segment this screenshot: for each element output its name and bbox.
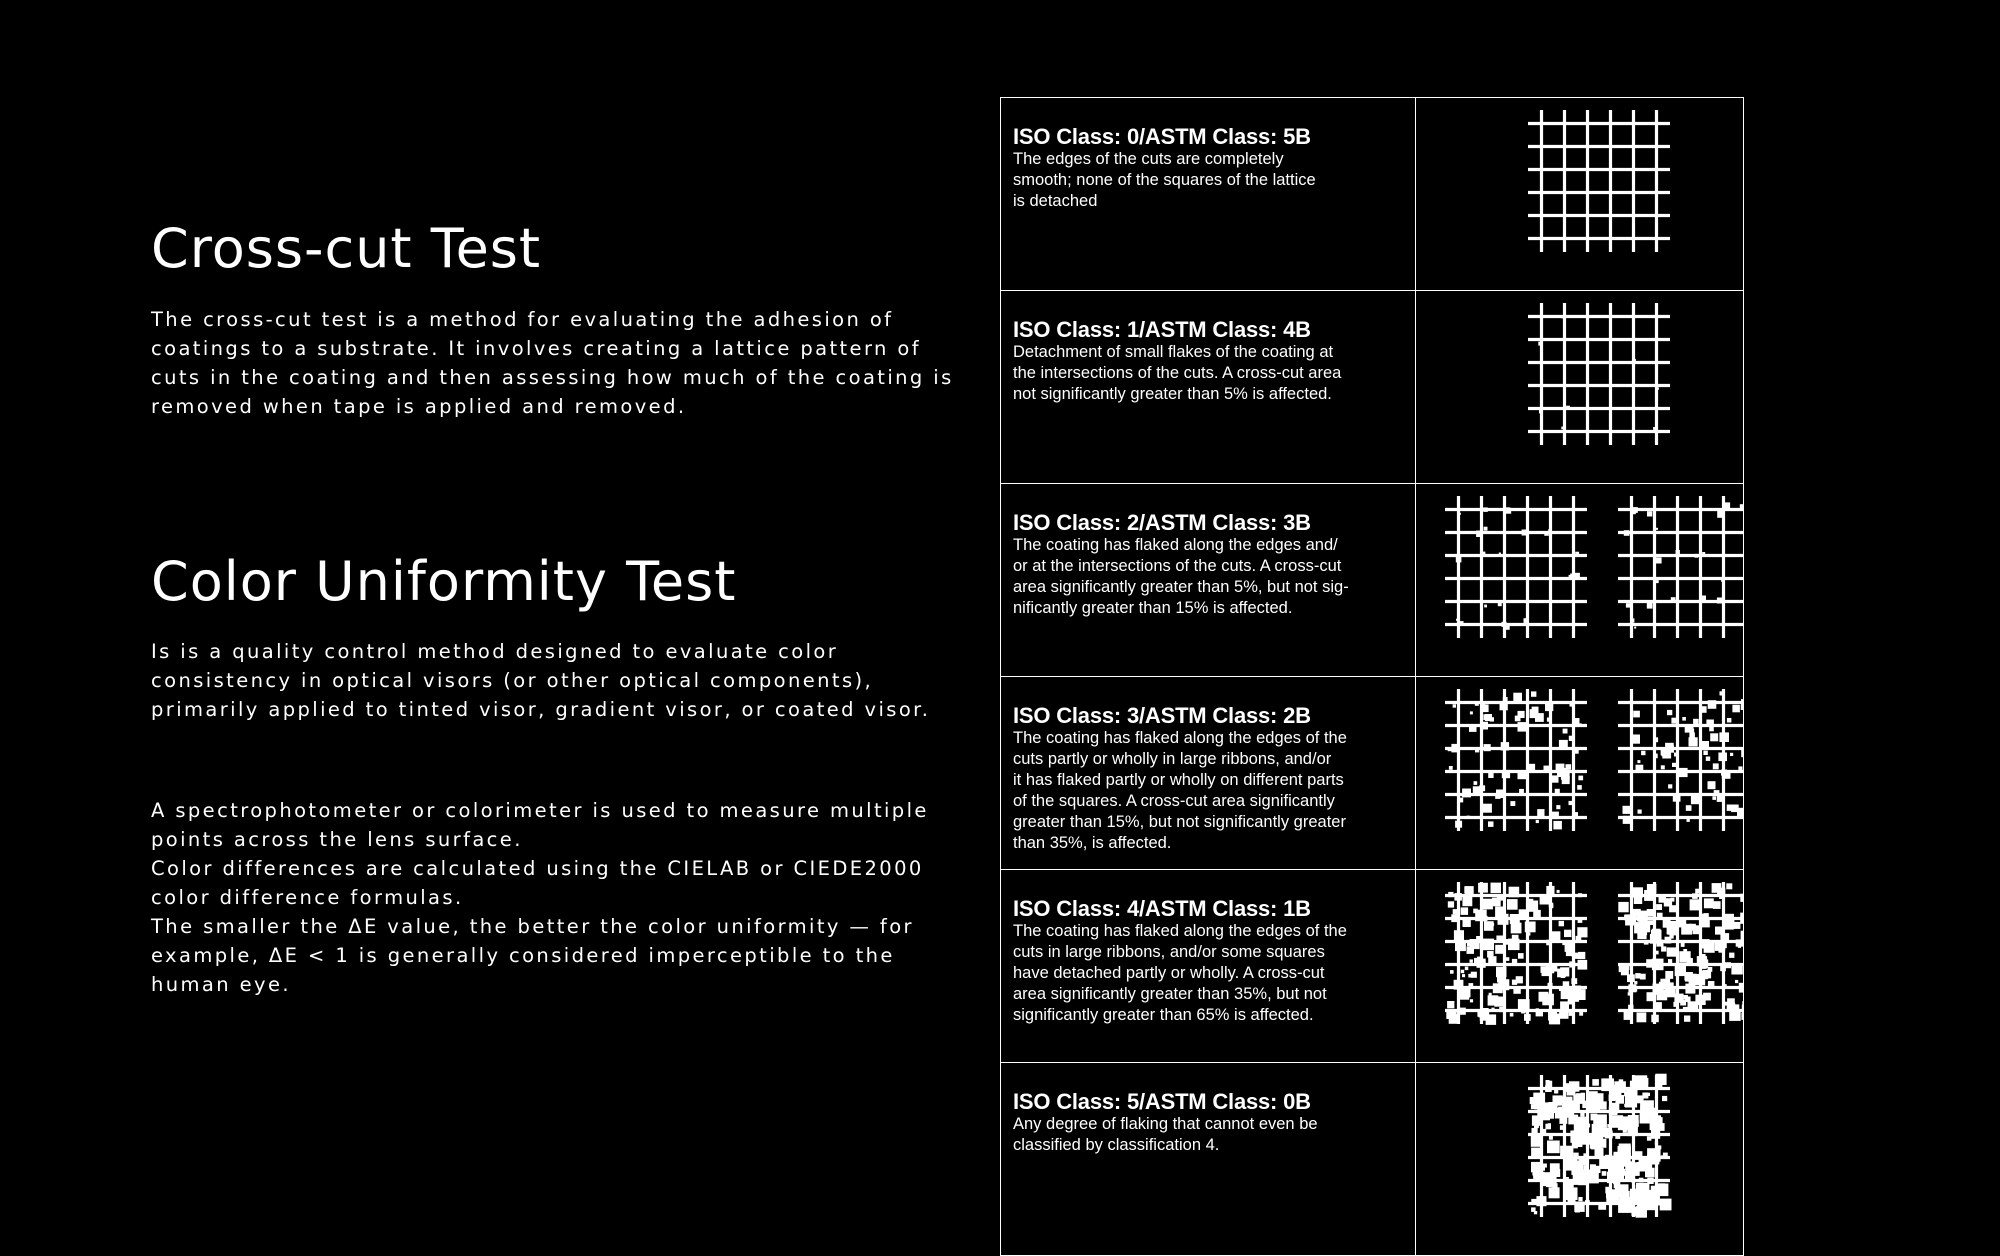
- flake-mark: [1470, 999, 1473, 1002]
- flake-mark: [1730, 753, 1733, 756]
- flake-mark: [1684, 1016, 1690, 1022]
- flake-mark: [1661, 946, 1666, 951]
- text-line: area significantly greater than 5%, but not sig-: [1013, 577, 1403, 598]
- flake-mark: [1656, 904, 1662, 910]
- flake-mark: [1470, 711, 1473, 714]
- flake-mark: [1484, 527, 1488, 531]
- flake-mark: [1703, 993, 1711, 1001]
- flake-mark: [1704, 898, 1714, 908]
- flake-mark: [1635, 973, 1640, 978]
- flake-mark: [1729, 953, 1734, 958]
- flake-mark: [1485, 714, 1492, 721]
- class-label: ISO Class: 2/ASTM Class: 3B: [1013, 511, 1403, 535]
- flake-mark: [1577, 927, 1587, 937]
- text-line: Color differences are calculated using the CIELAB or CIEDE2000: [151, 854, 941, 883]
- class-label: ISO Class: 0/ASTM Class: 5B: [1013, 125, 1403, 149]
- flake-mark: [1693, 719, 1699, 725]
- flake-mark: [1656, 528, 1658, 530]
- flake-mark: [1657, 990, 1668, 1001]
- flake-mark: [1557, 890, 1560, 893]
- flake-mark: [1626, 603, 1630, 607]
- flake-mark: [1691, 796, 1700, 805]
- text-line: Is is a quality control method designed to evaluate color: [151, 637, 941, 666]
- flake-mark: [1661, 765, 1665, 769]
- flake-mark: [1570, 1131, 1582, 1143]
- lattice-illustration: [1416, 291, 1744, 456]
- flake-mark: [1672, 763, 1676, 767]
- flake-mark: [1473, 909, 1478, 914]
- classification-row: [1001, 870, 1744, 1063]
- flake-mark: [1645, 1168, 1655, 1178]
- flake-mark: [1668, 784, 1672, 788]
- flake-mark: [1487, 951, 1494, 958]
- flake-mark: [1637, 760, 1640, 763]
- flake-mark: [1621, 967, 1629, 975]
- classification-text-cell: [1001, 484, 1416, 677]
- flake-mark: [1564, 930, 1571, 937]
- flake-mark: [1638, 810, 1642, 814]
- flake-mark: [1648, 920, 1653, 925]
- flake-mark: [1738, 945, 1741, 948]
- flake-mark: [1461, 970, 1465, 974]
- lattice: [1618, 882, 1744, 1024]
- flake-mark: [1665, 971, 1673, 979]
- flake-mark: [1575, 989, 1586, 1000]
- flake-mark: [1461, 907, 1469, 915]
- flake-mark: [1547, 1141, 1560, 1154]
- text-line: or at the intersections of the cuts. A cross-cut: [1013, 556, 1403, 577]
- text-line: removed when tape is applied and removed.: [151, 392, 941, 421]
- text-line: not significantly greater than 5% is affected.: [1013, 384, 1403, 405]
- class-description: [1013, 149, 1403, 212]
- lattice: [1445, 882, 1588, 1025]
- flake-mark: [1713, 901, 1721, 909]
- text-line: human eye.: [151, 970, 941, 999]
- text-line: Any degree of flaking that cannot even be: [1013, 1114, 1403, 1135]
- flake-mark: [1575, 1208, 1580, 1213]
- flake-mark: [1738, 766, 1742, 770]
- text-line: The smaller the ΔE value, the better the color uniformity — for: [151, 912, 941, 941]
- text-line: The coating has flaked along the edges of the: [1013, 728, 1403, 749]
- text-line: The coating has flaked along the edges and/: [1013, 535, 1403, 556]
- flake-mark: [1647, 1093, 1650, 1096]
- flake-mark: [1637, 1013, 1647, 1023]
- lattice-illustration: [1416, 677, 1744, 842]
- flake-mark: [1563, 729, 1568, 734]
- flake-mark: [1483, 804, 1492, 813]
- text-line: have detached partly or wholly. A cross-cut: [1013, 963, 1403, 984]
- flake-mark: [1531, 691, 1536, 696]
- flake-mark: [1510, 801, 1515, 806]
- lattice: [1528, 1074, 1672, 1218]
- flake-mark: [1550, 1163, 1560, 1173]
- flake-mark: [1546, 1081, 1553, 1088]
- text-line: points across the lens surface.: [151, 825, 941, 854]
- class-label: ISO Class: 4/ASTM Class: 1B: [1013, 897, 1403, 921]
- flake-mark: [1568, 1189, 1574, 1195]
- flake-mark: [1727, 805, 1733, 811]
- flake-mark: [1741, 1013, 1743, 1020]
- class-label: ISO Class: 5/ASTM Class: 0B: [1013, 1090, 1403, 1114]
- lattice-heavy-flaking-icon: [1416, 870, 1744, 1063]
- flake-mark: [1450, 970, 1454, 974]
- flake-mark: [1484, 605, 1487, 608]
- flake-mark: [1462, 974, 1465, 977]
- flake-mark: [1448, 901, 1454, 907]
- flake-mark: [1633, 711, 1640, 718]
- lattice-small-flakes-icon: [1416, 291, 1744, 484]
- flake-mark: [1662, 1096, 1667, 1101]
- lattice: [1618, 689, 1744, 831]
- color-uniformity-details: [151, 796, 941, 999]
- flake-mark: [1578, 1197, 1582, 1201]
- flake-mark: [1667, 947, 1676, 956]
- flake-mark: [1513, 693, 1522, 702]
- flake-mark: [1506, 957, 1510, 961]
- classification-table: [1000, 97, 1744, 1256]
- flake-mark: [1741, 705, 1744, 710]
- flake-mark: [1703, 751, 1707, 755]
- flake-mark: [1474, 781, 1478, 785]
- flake-mark: [1689, 737, 1698, 746]
- text-line: coatings to a substrate. It involves creating a lattice pattern of: [151, 334, 941, 363]
- lattice-intact-icon: [1416, 98, 1744, 291]
- flake-mark: [1495, 945, 1504, 954]
- flake-mark: [1667, 710, 1672, 715]
- flake-mark: [1449, 766, 1453, 770]
- flake-mark: [1656, 557, 1662, 563]
- text-line: it has flaked partly or wholly on different parts: [1013, 770, 1403, 791]
- lattice: [1618, 496, 1744, 638]
- flake-mark: [1462, 896, 1472, 906]
- flake-mark: [1484, 921, 1494, 931]
- flake-mark: [1465, 967, 1469, 971]
- flake-mark: [1706, 757, 1710, 761]
- text-line: cuts in large ribbons, and/or some squares: [1013, 942, 1403, 963]
- flake-mark: [1576, 1093, 1585, 1102]
- flake-mark: [1618, 902, 1628, 912]
- color-uniformity-title: Color Uniformity Test: [151, 555, 736, 609]
- flake-mark: [1623, 806, 1631, 814]
- lattice: [1445, 689, 1587, 831]
- text-line: significantly greater than 65% is affected.: [1013, 1005, 1403, 1026]
- flake-mark: [1682, 717, 1686, 721]
- classification-text-cell: [1001, 677, 1416, 870]
- flake-mark: [1615, 1095, 1624, 1104]
- flake-mark: [1515, 716, 1521, 722]
- flake-mark: [1560, 967, 1569, 976]
- flake-mark: [1708, 781, 1716, 789]
- flake-mark: [1636, 1183, 1649, 1196]
- flake-mark: [1464, 886, 1471, 893]
- class-description: [1013, 535, 1403, 619]
- flake-mark: [1561, 987, 1573, 999]
- flake-mark: [1634, 627, 1636, 629]
- flake-mark: [1533, 910, 1541, 918]
- text-line: example, ΔE < 1 is generally considered imperceptible to the: [151, 941, 941, 970]
- flake-mark: [1735, 980, 1738, 983]
- flake-mark: [1595, 1148, 1604, 1157]
- classification-row: [1001, 291, 1744, 484]
- flake-mark: [1580, 1113, 1584, 1117]
- flake-mark: [1724, 919, 1734, 929]
- classification-text-cell: [1001, 291, 1416, 484]
- text-line: nificantly greater than 15% is affected.: [1013, 598, 1403, 619]
- flake-mark: [1703, 970, 1712, 979]
- flake-mark: [1491, 883, 1502, 894]
- flake-mark: [1549, 1136, 1553, 1140]
- flake-mark: [1611, 1166, 1624, 1179]
- lattice: [1445, 496, 1587, 638]
- flake-mark: [1681, 943, 1685, 947]
- flake-mark: [1559, 921, 1564, 926]
- text-line: A spectrophotometer or colorimeter is used to measure multiple: [151, 796, 941, 825]
- flake-mark: [1563, 1003, 1568, 1008]
- flake-mark: [1642, 1078, 1648, 1084]
- class-description: [1013, 1114, 1403, 1156]
- flake-mark: [1446, 1011, 1454, 1019]
- flake-mark: [1576, 1161, 1582, 1167]
- text-line: color difference formulas.: [151, 883, 941, 912]
- flake-mark: [1518, 953, 1524, 959]
- flake-mark: [1548, 1123, 1551, 1126]
- lattice: [1528, 110, 1670, 252]
- classification-row: [1001, 98, 1744, 291]
- flake-mark: [1579, 1012, 1583, 1016]
- flake-mark: [1689, 924, 1696, 931]
- flake-mark: [1725, 1002, 1729, 1006]
- text-line: The edges of the cuts are completely: [1013, 149, 1403, 170]
- flake-mark: [1712, 883, 1722, 893]
- flake-mark: [1539, 992, 1549, 1002]
- flake-mark: [1483, 552, 1485, 554]
- flake-mark: [1638, 899, 1641, 902]
- lattice-edge-flaking-icon: [1416, 484, 1744, 677]
- flake-mark: [1686, 805, 1692, 811]
- flake-mark: [1712, 796, 1716, 800]
- flake-mark: [1641, 751, 1645, 755]
- flake-mark: [1664, 898, 1672, 906]
- flake-mark: [1517, 927, 1521, 931]
- classification-row: [1001, 1063, 1744, 1256]
- flake-mark: [1535, 713, 1544, 722]
- flake-mark: [1553, 1192, 1559, 1198]
- flake-mark: [1689, 978, 1695, 984]
- flake-mark: [1510, 1013, 1514, 1017]
- flake-mark: [1633, 909, 1641, 917]
- flake-mark: [1668, 959, 1672, 963]
- flake-mark: [1640, 932, 1644, 936]
- flake-mark: [1553, 821, 1562, 830]
- flake-mark: [1602, 1171, 1607, 1176]
- flake-mark: [1468, 974, 1472, 978]
- text-line: Detachment of small flakes of the coating at: [1013, 342, 1403, 363]
- flake-mark: [1577, 785, 1582, 790]
- flake-mark: [1619, 1079, 1624, 1084]
- flake-mark: [1488, 773, 1493, 778]
- flake-mark: [1647, 511, 1652, 516]
- flake-mark: [1741, 931, 1744, 941]
- lattice-severe-flaking-icon: [1416, 1063, 1744, 1256]
- flake-mark: [1737, 808, 1744, 818]
- flake-mark: [1531, 1148, 1540, 1157]
- flake-mark: [1663, 920, 1671, 928]
- class-description: [1013, 728, 1403, 854]
- text-line: consistency in optical visors (or other optical components),: [151, 666, 941, 695]
- lattice-illustration: [1416, 1063, 1744, 1228]
- flake-mark: [1507, 899, 1518, 910]
- lattice-illustration: [1416, 870, 1744, 1035]
- flake-mark: [1482, 899, 1493, 910]
- class-label: ISO Class: 3/ASTM Class: 2B: [1013, 704, 1403, 728]
- flake-mark: [1713, 763, 1719, 769]
- text-line: smooth; none of the squares of the lattice: [1013, 170, 1403, 191]
- class-description: [1013, 921, 1403, 1026]
- text-line: The coating has flaked along the edges of the: [1013, 921, 1403, 942]
- flake-mark: [1488, 995, 1498, 1005]
- lattice: [1528, 303, 1670, 445]
- flake-mark: [1534, 1211, 1537, 1214]
- text-line: greater than 15%, but not significantly greater: [1013, 812, 1403, 833]
- flake-mark: [1733, 922, 1740, 929]
- cross-cut-title: Cross-cut Test: [151, 222, 541, 276]
- flake-mark: [1647, 1136, 1652, 1141]
- classification-text-cell: [1001, 98, 1416, 291]
- flake-mark: [1640, 974, 1646, 980]
- classification-row: [1001, 677, 1744, 870]
- text-line: cuts partly or wholly in large ribbons, and/or: [1013, 749, 1403, 770]
- text-line: area significantly greater than 35%, but not: [1013, 984, 1403, 1005]
- color-uniformity-intro: [151, 637, 941, 724]
- flake-mark: [1453, 704, 1456, 707]
- flake-mark: [1562, 776, 1570, 784]
- flake-mark: [1619, 1144, 1631, 1156]
- class-label: ISO Class: 1/ASTM Class: 4B: [1013, 318, 1403, 342]
- flake-mark: [1532, 707, 1539, 714]
- flake-mark: [1578, 776, 1583, 781]
- flake-mark: [1626, 1089, 1638, 1101]
- classification-row: [1001, 484, 1744, 677]
- flake-mark: [1574, 953, 1580, 959]
- flake-mark: [1726, 883, 1732, 889]
- flake-mark: [1592, 1079, 1599, 1086]
- lattice-ribbon-flaking-icon: [1416, 677, 1744, 870]
- flake-mark: [1710, 733, 1718, 741]
- flake-mark: [1732, 705, 1740, 713]
- flake-mark: [1689, 732, 1695, 738]
- class-description: [1013, 342, 1403, 405]
- text-line: classified by classification 4.: [1013, 1135, 1403, 1156]
- flake-mark: [1512, 980, 1517, 985]
- flake-mark: [1685, 997, 1691, 1003]
- classification-text-cell: [1001, 1063, 1416, 1256]
- flake-mark: [1566, 764, 1572, 770]
- text-line: is detached: [1013, 191, 1403, 212]
- lattice-illustration: [1416, 98, 1744, 263]
- text-line: the intersections of the cuts. A cross-cut area: [1013, 363, 1403, 384]
- flake-mark: [1682, 954, 1688, 960]
- text-line: The cross-cut test is a method for evaluating the adhesion of: [151, 305, 941, 334]
- flake-mark: [1447, 1001, 1454, 1008]
- lattice-illustration: [1416, 484, 1744, 649]
- classification-text-cell: [1001, 870, 1416, 1063]
- flake-mark: [1647, 603, 1653, 609]
- flake-mark: [1615, 1184, 1629, 1198]
- flake-mark: [1556, 805, 1560, 809]
- flake-mark: [1727, 718, 1732, 723]
- flake-mark: [1537, 809, 1544, 816]
- flake-mark: [1536, 820, 1539, 823]
- text-line: than 35%, is affected.: [1013, 833, 1403, 854]
- text-line: cuts in the coating and then assessing how much of the coating is: [151, 363, 941, 392]
- text-line: of the squares. A cross-cut area significantly: [1013, 791, 1403, 812]
- flake-mark: [1656, 580, 1659, 583]
- flake-mark: [1488, 821, 1494, 827]
- flake-mark: [1467, 946, 1475, 954]
- cross-cut-description: [151, 305, 941, 421]
- flake-mark: [1470, 959, 1473, 962]
- text-line: primarily applied to tinted visor, gradient visor, or coated visor.: [151, 695, 941, 724]
- flake-mark: [1709, 727, 1714, 732]
- flake-mark: [1597, 1139, 1606, 1148]
- flake-mark: [1704, 942, 1715, 953]
